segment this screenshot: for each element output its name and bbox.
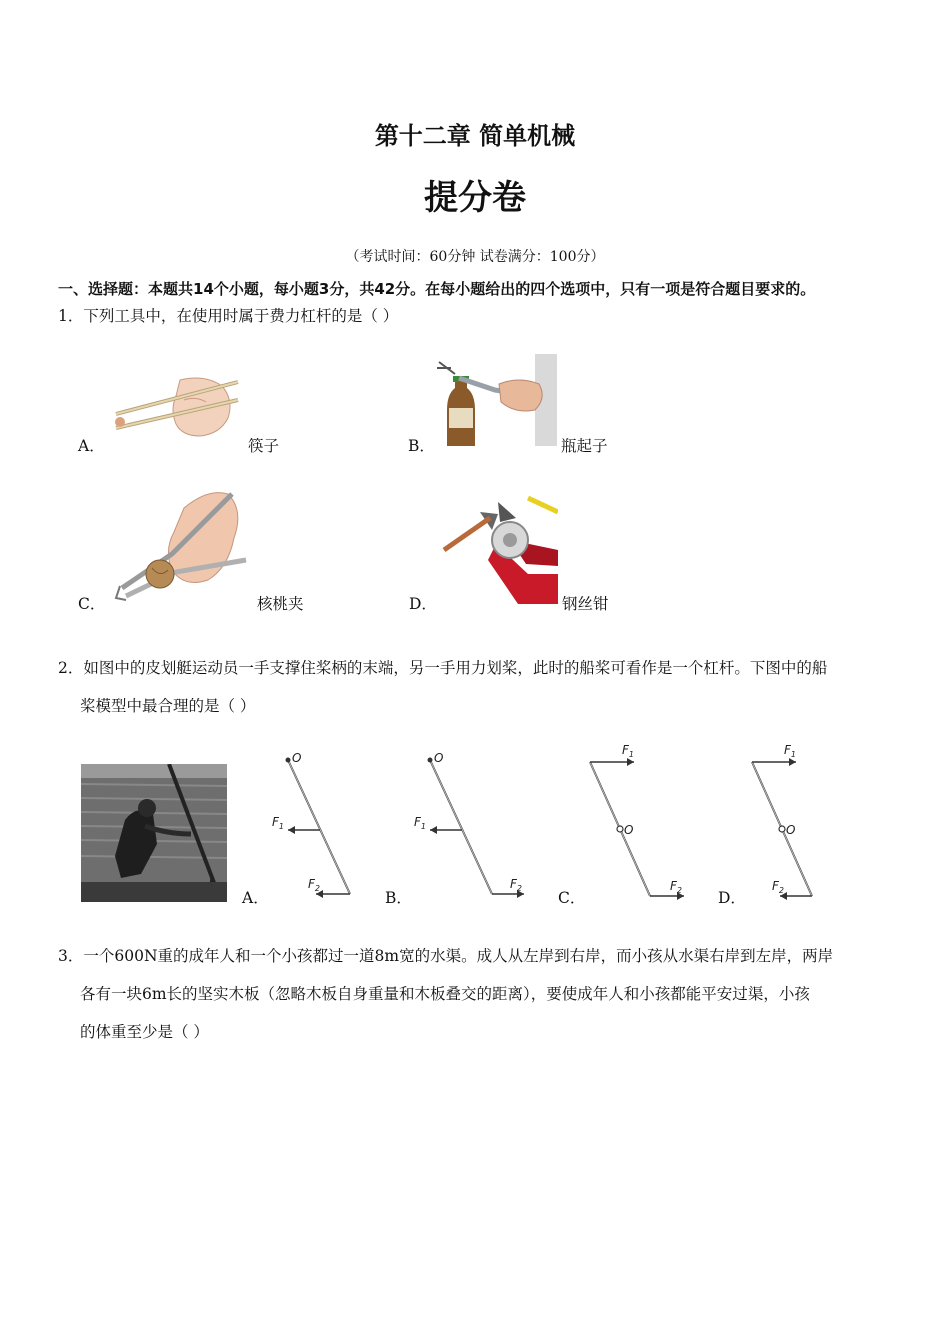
option-c-letter: C． — [78, 595, 106, 613]
q2a-f-lower: F — [308, 877, 315, 891]
q2c-f-upper-sub: 1 — [628, 750, 634, 759]
option-d-letter: D． — [409, 595, 437, 613]
q2b-f-upper: F — [414, 815, 421, 829]
question-1-stem: 1．下列工具中，在使用时属于费力杠杆的是（ ） — [58, 307, 399, 325]
svg-text:F2 — [670, 879, 682, 895]
option-c-label: 核桃夹 — [257, 595, 304, 613]
oar-model-d — [742, 740, 852, 900]
q2b-f-upper-sub: 1 — [420, 822, 426, 831]
svg-text:F1 — [784, 743, 796, 759]
q2-option-c-letter: C． — [558, 889, 586, 907]
oar-model-c — [580, 740, 690, 900]
q2d-f-upper: F — [784, 743, 791, 757]
svg-text:F2 — [308, 877, 320, 893]
page-subtitle: 提分卷 — [424, 178, 526, 218]
q2d-pivot-label: O — [786, 823, 796, 837]
pliers-icon — [440, 494, 558, 604]
q2a-f-upper: F — [272, 815, 279, 829]
q2b-f-lower: F — [510, 877, 517, 891]
q2c-f-upper: F — [622, 743, 629, 757]
q2a-f-upper-sub: 1 — [278, 822, 284, 831]
q2b-f-lower-sub: 2 — [516, 884, 522, 893]
svg-text:F2 — [772, 879, 784, 895]
option-d-label: 钢丝钳 — [562, 595, 609, 613]
option-a-letter: A． — [78, 437, 105, 455]
q2a-pivot-label: O — [292, 751, 302, 765]
question-3-line3: 的体重至少是（ ） — [80, 1023, 209, 1041]
question-3-line2: 各有一块6m长的坚实木板（忽略木板自身重量和木板叠交的距离），要使成年人和小孩都能平安过渠，小孩 — [80, 985, 810, 1003]
kayak-athlete-photo — [81, 764, 227, 902]
question-2-stem-line1: 2．如图中的皮划艇运动员一手支撑住桨柄的末端，另一手用力划桨，此时的船桨可看作是一个杠杆。下图中的船 — [58, 659, 828, 677]
svg-text:F1 — [414, 815, 426, 831]
svg-text:F1 — [272, 815, 284, 831]
q2c-f-lower-sub: 2 — [676, 886, 682, 895]
question-2-stem-line2: 桨模型中最合理的是（ ） — [80, 697, 256, 715]
question-3-line1: 3．一个600N重的成年人和一个小孩都过一道8m宽的水渠。成人从左岸到右岸，而小孩从水渠右岸到左岸，两岸 — [58, 947, 834, 965]
q2d-f-upper-sub: 1 — [790, 750, 796, 759]
oar-model-a — [262, 748, 362, 900]
q2d-f-lower: F — [772, 879, 779, 893]
q2-option-a-letter: A． — [242, 889, 269, 907]
q2b-pivot-label: O — [434, 751, 444, 765]
q2c-pivot-label: O — [624, 823, 634, 837]
chopsticks-icon — [110, 370, 242, 442]
svg-text:F2 — [510, 877, 522, 893]
option-b-letter: B． — [408, 437, 435, 455]
page-title: 第十二章 简单机械 — [374, 122, 576, 150]
q2d-f-lower-sub: 2 — [778, 886, 784, 895]
exam-info: （考试时间：60分钟 试卷满分：100分） — [345, 249, 605, 265]
q2-option-d-letter: D． — [718, 889, 746, 907]
bottle-opener-icon — [435, 354, 557, 446]
svg-text:F1 — [622, 743, 634, 759]
q2a-f-lower-sub: 2 — [314, 884, 320, 893]
q2-option-b-letter: B． — [385, 889, 412, 907]
nutcracker-icon — [112, 488, 252, 604]
option-b-label: 瓶起子 — [561, 437, 608, 455]
option-a-label: 筷子 — [248, 437, 280, 455]
q2c-f-lower: F — [670, 879, 677, 893]
section-heading: 一、选择题：本题共14个小题，每小题3分，共42分。在每小题给出的四个选项中，只有一项是符合题目要求的。 — [58, 280, 816, 298]
oar-model-b — [404, 748, 528, 900]
